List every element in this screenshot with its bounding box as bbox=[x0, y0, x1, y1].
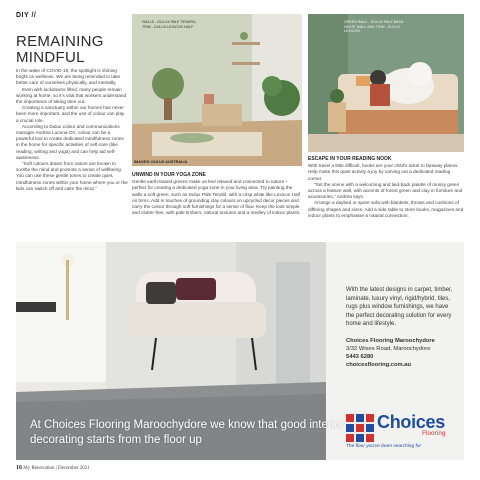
ad-tagline: At Choices Flooring Maroochydore we know that good interior decorating starts from the floor up bbox=[30, 419, 345, 446]
nook-subhead: ESCAPE IN YOUR READING NOOK bbox=[308, 156, 392, 162]
intro-paragraph: In the wake of COVID-19, the spotlight is shining bright on wellness. We are being reminded to take better care of ourselves physically, and mentally. bbox=[16, 68, 121, 86]
ad-phone: 5443 6280 bbox=[346, 353, 374, 360]
logo-slogan: The floor you've been searching for bbox=[346, 444, 422, 449]
publication-name: My Renovation bbox=[23, 466, 55, 471]
page-number: 16 bbox=[16, 465, 22, 471]
intro-paragraph: According to Dulux colour and communications manager Andrea Lucena-Orr, colour can be a powerful tool to create dedicated mindfulness zones in the home for specific activities of self-care (like reading, writing and yoga) and can help aid self-awareness. bbox=[16, 123, 124, 160]
yoga-column bbox=[132, 172, 302, 216]
yoga-paragraph: Gentle earth-based greens make us feel relaxed and connected to nature – perfect for creating a dedicated yoga zone in your living area. Try painting the walls a soft green, such as Dulux Pale Tendril, with a crisp white like Lexicon Half on trims. Add in touches of grounding clay colours on upcycled decor pieces and carry the colour through soft furnishings for a sense of flow. Keep the look simple and clutter-free, with pale timbers, natural textures and a medley of indoor plants. bbox=[132, 179, 301, 216]
nook-column bbox=[308, 156, 464, 219]
photo2-caption: GREEN WALL - DULUX PALE BASIL WHITE WALL AND TRIM - DULUX LEXICON bbox=[344, 20, 404, 34]
section-tag: DIY // bbox=[16, 12, 37, 19]
logo-mark-icon bbox=[346, 414, 374, 442]
yoga-room-photo bbox=[132, 14, 302, 166]
advertisement bbox=[16, 242, 464, 460]
yoga-subhead: UNWIND IN YOUR YOGA ZONE bbox=[132, 172, 206, 178]
reading-nook-photo bbox=[308, 14, 464, 152]
footer-separator: | bbox=[55, 466, 59, 471]
ad-contact bbox=[346, 337, 464, 369]
nook-paragraph: With travel a little difficult, books are your child's ticket to faraway places. Help make this quiet activity a joy by carving out a dedicated reading corner. bbox=[308, 163, 459, 181]
logo-sub: Flooring bbox=[422, 430, 446, 437]
intro-column bbox=[16, 68, 128, 192]
intro-paragraph: Creating a sanctuary within our homes has never been more important, and the use of colour can play a crucial role. bbox=[16, 105, 125, 123]
choices-logo bbox=[346, 414, 458, 448]
image-credit: IMAGES: DULUX AUSTRALIA bbox=[134, 160, 188, 164]
intro-paragraph: Even with lockdowns lifted, many people remain working at home, so it's vital that workers understand the importance of taking time out. bbox=[16, 86, 127, 105]
ad-website: choicesflooring.com.au bbox=[346, 361, 412, 368]
headline: REMAINING MINDFUL bbox=[16, 33, 104, 66]
nook-paragraph: "Set the scene with a welcoming and laid-back palette of mossy green across a feature wall, with accents of forest green and clay in furniture and accessories," Andrea says. bbox=[308, 181, 463, 200]
intro-paragraph: "Soft colours drawn from nature are known to soothe the mind and promote a sense of wellbeing. You can use these gentle tones to create quiet, mindfulness zones within your home where you or the kids can switch off and calm the mind." bbox=[16, 161, 128, 191]
nook-paragraph: Arrange a daybed or spare sofa with blankets, throws and cushions of differing shapes and sizes. Add a side table to store books, magazines and indoor plants to emphasise a natural connection. bbox=[308, 200, 464, 218]
issue-date: December 2021 bbox=[58, 466, 90, 471]
logo-name: Choices bbox=[377, 412, 445, 432]
ad-body: With the latest designs in carpet, timber, laminate, luxury vinyl, rigid/hybrid, tiles, rugs plus window furnishings, we have the perfect decorating solution for every home and lifestyle. bbox=[346, 287, 453, 328]
page-footer bbox=[16, 465, 90, 471]
ad-address: 3/32 Wises Road, Maroochydore bbox=[346, 345, 431, 352]
ad-panel bbox=[346, 286, 464, 369]
photo1-caption: WALLS - DULUX PALE TENDRIL; TRIM - DULUX LEXICON HALF bbox=[142, 20, 197, 29]
ad-company: Choices Flooring Maroochydore bbox=[346, 337, 435, 344]
